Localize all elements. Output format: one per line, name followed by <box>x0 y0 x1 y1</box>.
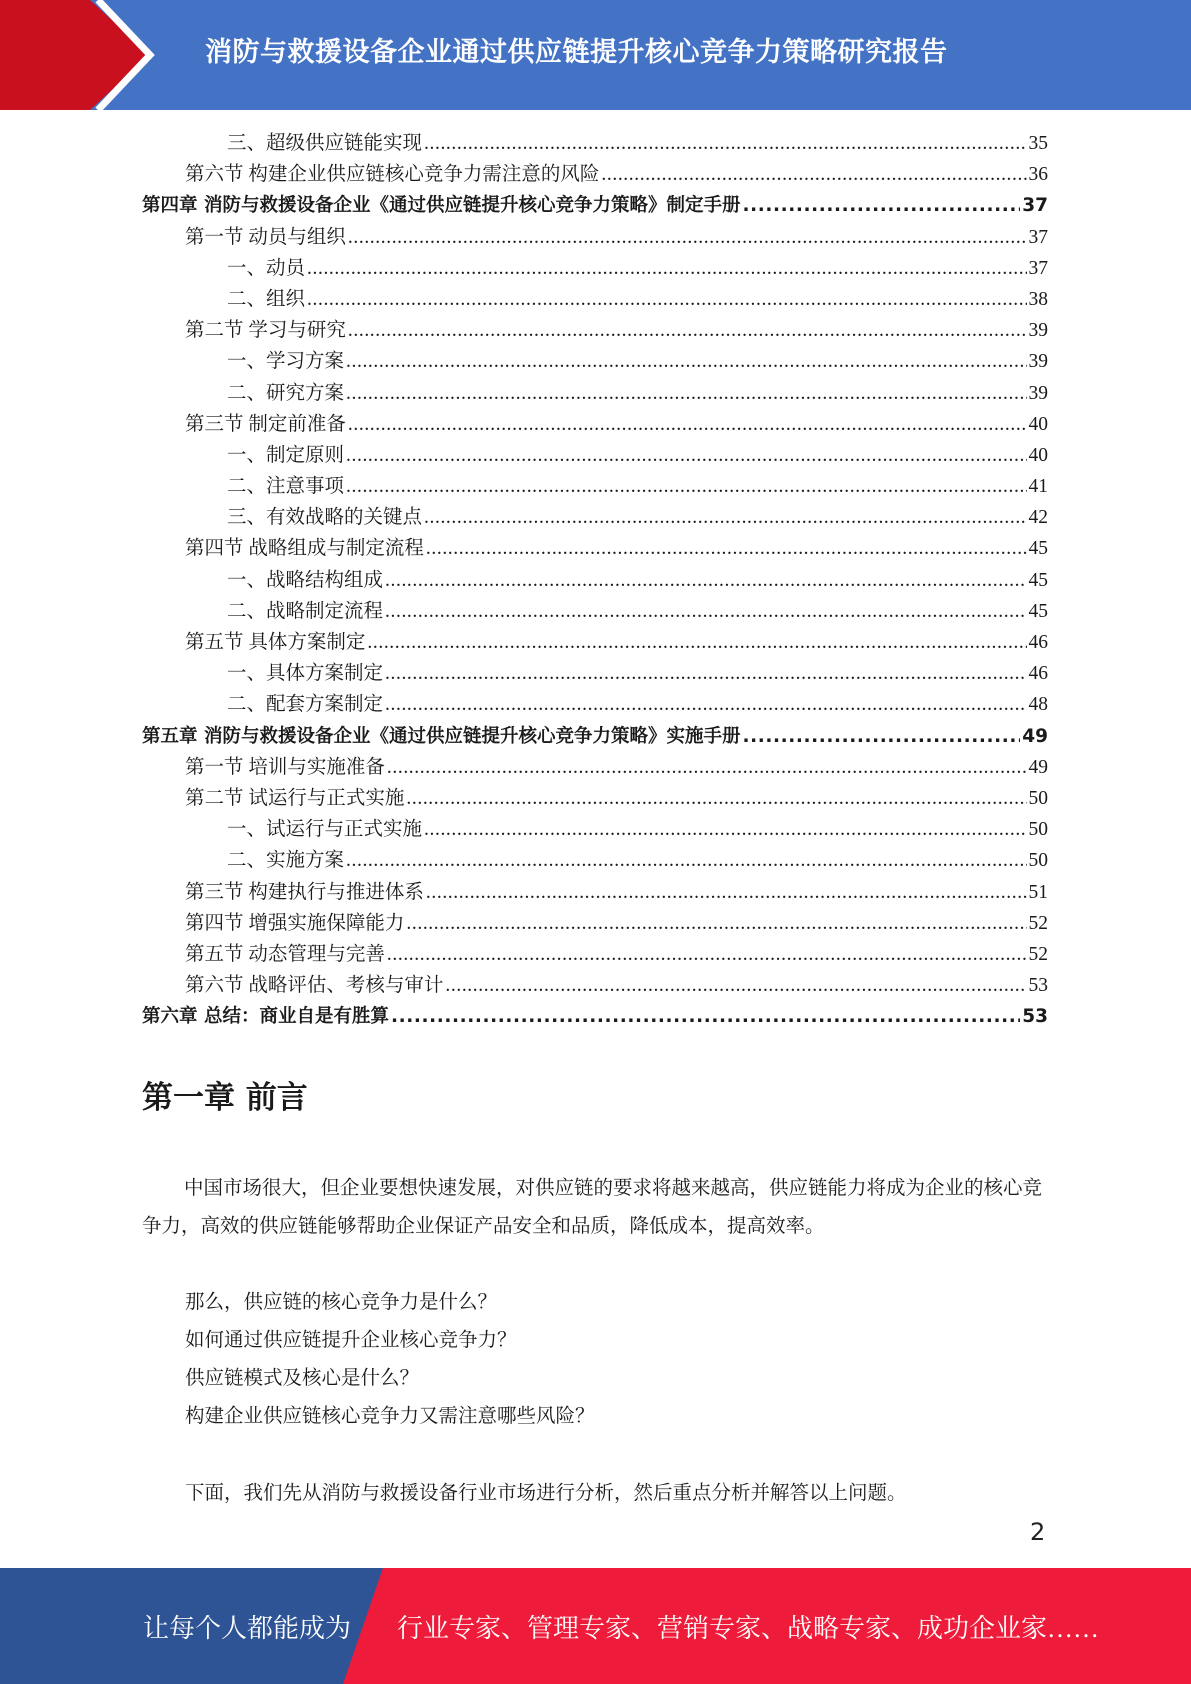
toc-dot-leader <box>346 346 1026 377</box>
toc-dot-leader <box>406 783 1026 814</box>
toc-section-entry[interactable] <box>142 627 1048 658</box>
toc-dot-leader <box>367 627 1026 658</box>
toc-page-number: 35 <box>1028 133 1048 154</box>
question-line: 供应链模式及核心是什么？ <box>185 1368 420 1389</box>
toc-entry-label: 三、有效战略的关键点 <box>227 507 423 529</box>
toc-page-number: 49 <box>1028 756 1048 778</box>
page-header <box>0 0 1191 110</box>
toc-entry-label: 二、实施方案 <box>227 850 345 872</box>
toc-page-number: 40 <box>1028 413 1048 435</box>
toc-subsection-entry[interactable] <box>142 596 1048 627</box>
toc-dot-leader <box>391 1001 1020 1032</box>
toc-entry-label: 第四节 战略组成与制定流程 <box>185 538 424 560</box>
footer-slogan-right: 行业专家、管理专家、营销专家、战略专家、成功企业家…… <box>397 1614 1100 1643</box>
toc-dot-leader <box>307 253 1026 284</box>
toc-dot-leader <box>346 378 1026 409</box>
toc-page-number: 53 <box>1022 1006 1048 1028</box>
toc-dot-leader <box>385 565 1026 596</box>
question-line: 那么，供应链的核心竞争力是什么？ <box>185 1292 498 1313</box>
toc-page-number: 45 <box>1028 538 1048 560</box>
toc-section-entry[interactable] <box>142 752 1048 783</box>
toc-section-entry[interactable] <box>142 908 1048 939</box>
toc-dot-leader <box>346 845 1026 876</box>
toc-entry-label: 第二节 试运行与正式实施 <box>185 787 405 809</box>
toc-entry-label: 第五章 消防与救援设备企业《通过供应链提升核心竞争力策略》实施手册 <box>142 725 741 747</box>
toc-page-number: 46 <box>1028 663 1048 685</box>
toc-entry-label: 第六章 总结：商业自是有胜算 <box>142 1006 389 1028</box>
toc-entry-label: 二、组织 <box>227 288 306 310</box>
toc-page-number: 50 <box>1028 819 1048 841</box>
toc-page-number: 38 <box>1028 288 1048 310</box>
toc-dot-leader <box>348 315 1027 346</box>
toc-section-entry[interactable] <box>142 877 1048 908</box>
toc-entry-label: 一、具体方案制定 <box>227 663 384 685</box>
toc-entry-label: 一、试运行与正式实施 <box>227 819 423 841</box>
toc-dot-leader <box>387 752 1027 783</box>
toc-entry-label: 三、超级供应链能实现 <box>227 133 423 154</box>
toc-section-entry[interactable] <box>142 970 1048 1001</box>
toc-page-number: 45 <box>1028 569 1048 591</box>
toc-dot-leader <box>424 814 1026 845</box>
toc-page-number: 50 <box>1028 787 1048 809</box>
toc-page-number: 40 <box>1028 444 1048 466</box>
question-line: 构建企业供应链核心竞争力又需注意哪些风险？ <box>185 1406 595 1427</box>
intro-paragraph: 中国市场很大，但企业要想快速发展，对供应链的要求将越来越高，供应链能力将成为企业的核心竞争力，高效的供应链能够帮助企业保证产品安全和品质，降低成本，提高效率。 <box>142 1178 1043 1237</box>
question-line: 如何通过供应链提升企业核心竞争力？ <box>185 1330 517 1351</box>
page-number: 2 <box>1030 1518 1046 1546</box>
toc-chapter-entry[interactable] <box>142 190 1048 221</box>
toc-section-entry[interactable] <box>142 783 1048 814</box>
toc-entry-label: 一、动员 <box>227 257 306 279</box>
toc-page-number: 48 <box>1028 694 1048 716</box>
toc-entry-label: 二、战略制定流程 <box>227 600 384 622</box>
toc-entry-label: 第六节 构建企业供应链核心竞争力需注意的风险 <box>185 164 600 186</box>
toc-dot-leader <box>307 284 1026 315</box>
toc-entry-label: 第五节 具体方案制定 <box>185 632 366 653</box>
chapter-heading: 第一章 前言 <box>142 1080 308 1116</box>
toc-dot-leader <box>406 908 1026 939</box>
toc-page-number: 42 <box>1028 507 1048 529</box>
toc-dot-leader <box>742 721 1020 752</box>
toc-dot-leader <box>348 409 1027 440</box>
toc-subsection-entry[interactable] <box>142 814 1048 845</box>
toc-page-number: 45 <box>1028 600 1048 622</box>
toc-dot-leader <box>385 596 1026 627</box>
toc-page-number: 49 <box>1022 725 1048 747</box>
toc-entry-label: 二、配套方案制定 <box>227 694 384 716</box>
toc-section-entry[interactable] <box>142 315 1048 346</box>
toc-dot-leader <box>385 658 1026 689</box>
toc-subsection-entry[interactable] <box>142 565 1048 596</box>
toc-dot-leader <box>346 440 1026 471</box>
footer-slogan-left: 让每个人都能成为 <box>143 1614 352 1643</box>
toc-dot-leader <box>445 970 1026 1001</box>
toc-dot-leader <box>348 222 1027 253</box>
table-of-contents <box>142 128 1048 1032</box>
toc-entry-label: 第一节 动员与组织 <box>185 226 346 248</box>
toc-page-number: 52 <box>1028 912 1048 934</box>
toc-dot-leader <box>742 190 1020 221</box>
toc-page-number: 36 <box>1028 164 1048 186</box>
toc-entry-label: 第五节 动态管理与完善 <box>185 943 385 965</box>
page-footer <box>0 1568 1191 1684</box>
toc-entry-label: 第四节 增强实施保障能力 <box>185 912 405 934</box>
toc-page-number: 52 <box>1028 943 1048 965</box>
toc-page-number: 39 <box>1028 320 1048 342</box>
toc-page-number: 50 <box>1028 850 1048 872</box>
toc-dot-leader <box>426 877 1027 908</box>
toc-dot-leader <box>424 128 1026 159</box>
toc-page-number: 39 <box>1028 382 1048 404</box>
toc-entry-label: 一、制定原则 <box>227 444 345 466</box>
toc-page-number: 39 <box>1028 351 1048 373</box>
report-title: 消防与救援设备企业通过供应链提升核心竞争力策略研究报告 <box>205 37 948 68</box>
toc-section-entry[interactable] <box>142 939 1048 970</box>
toc-dot-leader <box>601 159 1026 190</box>
toc-dot-leader <box>387 939 1027 970</box>
toc-dot-leader <box>385 689 1026 720</box>
toc-subsection-entry[interactable] <box>142 440 1048 471</box>
toc-page-number: 37 <box>1022 195 1048 217</box>
toc-entry-label: 第六节 战略评估、考核与审计 <box>185 975 444 997</box>
toc-dot-leader <box>426 533 1027 564</box>
toc-page-number: 51 <box>1028 881 1048 903</box>
closing-paragraph: 下面，我们先从消防与救援设备行业市场进行分析，然后重点分析并解答以上问题。 <box>185 1483 907 1504</box>
toc-dot-leader <box>424 502 1026 533</box>
toc-subsection-entry[interactable] <box>142 253 1048 284</box>
toc-entry-label: 二、研究方案 <box>227 382 345 404</box>
toc-page-number: 46 <box>1028 632 1048 653</box>
toc-page-number: 41 <box>1028 476 1048 498</box>
toc-entry-label: 第四章 消防与救援设备企业《通过供应链提升核心竞争力策略》制定手册 <box>142 195 741 217</box>
toc-subsection-entry[interactable] <box>142 471 1048 502</box>
toc-subsection-entry[interactable] <box>142 284 1048 315</box>
toc-subsection-entry[interactable] <box>142 689 1048 720</box>
toc-page-number: 53 <box>1028 975 1048 997</box>
toc-subsection-entry[interactable] <box>142 845 1048 876</box>
toc-subsection-entry[interactable] <box>142 346 1048 377</box>
toc-entry-label: 第三节 制定前准备 <box>185 413 346 435</box>
toc-section-entry[interactable] <box>142 222 1048 253</box>
toc-entry-label: 第二节 学习与研究 <box>185 320 346 342</box>
toc-chapter-entry[interactable] <box>142 1001 1048 1032</box>
toc-subsection-entry[interactable] <box>142 658 1048 689</box>
toc-entry-label: 二、注意事项 <box>227 476 345 498</box>
toc-subsection-entry[interactable] <box>142 128 1048 159</box>
toc-section-entry[interactable] <box>142 533 1048 564</box>
toc-entry-label: 第一节 培训与实施准备 <box>185 756 385 778</box>
toc-entry-label: 一、战略结构组成 <box>227 569 384 591</box>
toc-subsection-entry[interactable] <box>142 378 1048 409</box>
toc-subsection-entry[interactable] <box>142 502 1048 533</box>
toc-page-number: 37 <box>1028 226 1048 248</box>
toc-entry-label: 一、学习方案 <box>227 351 345 373</box>
toc-entry-label: 第三节 构建执行与推进体系 <box>185 881 424 903</box>
toc-dot-leader <box>346 471 1026 502</box>
toc-page-number: 37 <box>1028 257 1048 279</box>
toc-section-entry[interactable] <box>142 409 1048 440</box>
toc-chapter-entry[interactable] <box>142 721 1048 752</box>
toc-section-entry[interactable] <box>142 159 1048 190</box>
